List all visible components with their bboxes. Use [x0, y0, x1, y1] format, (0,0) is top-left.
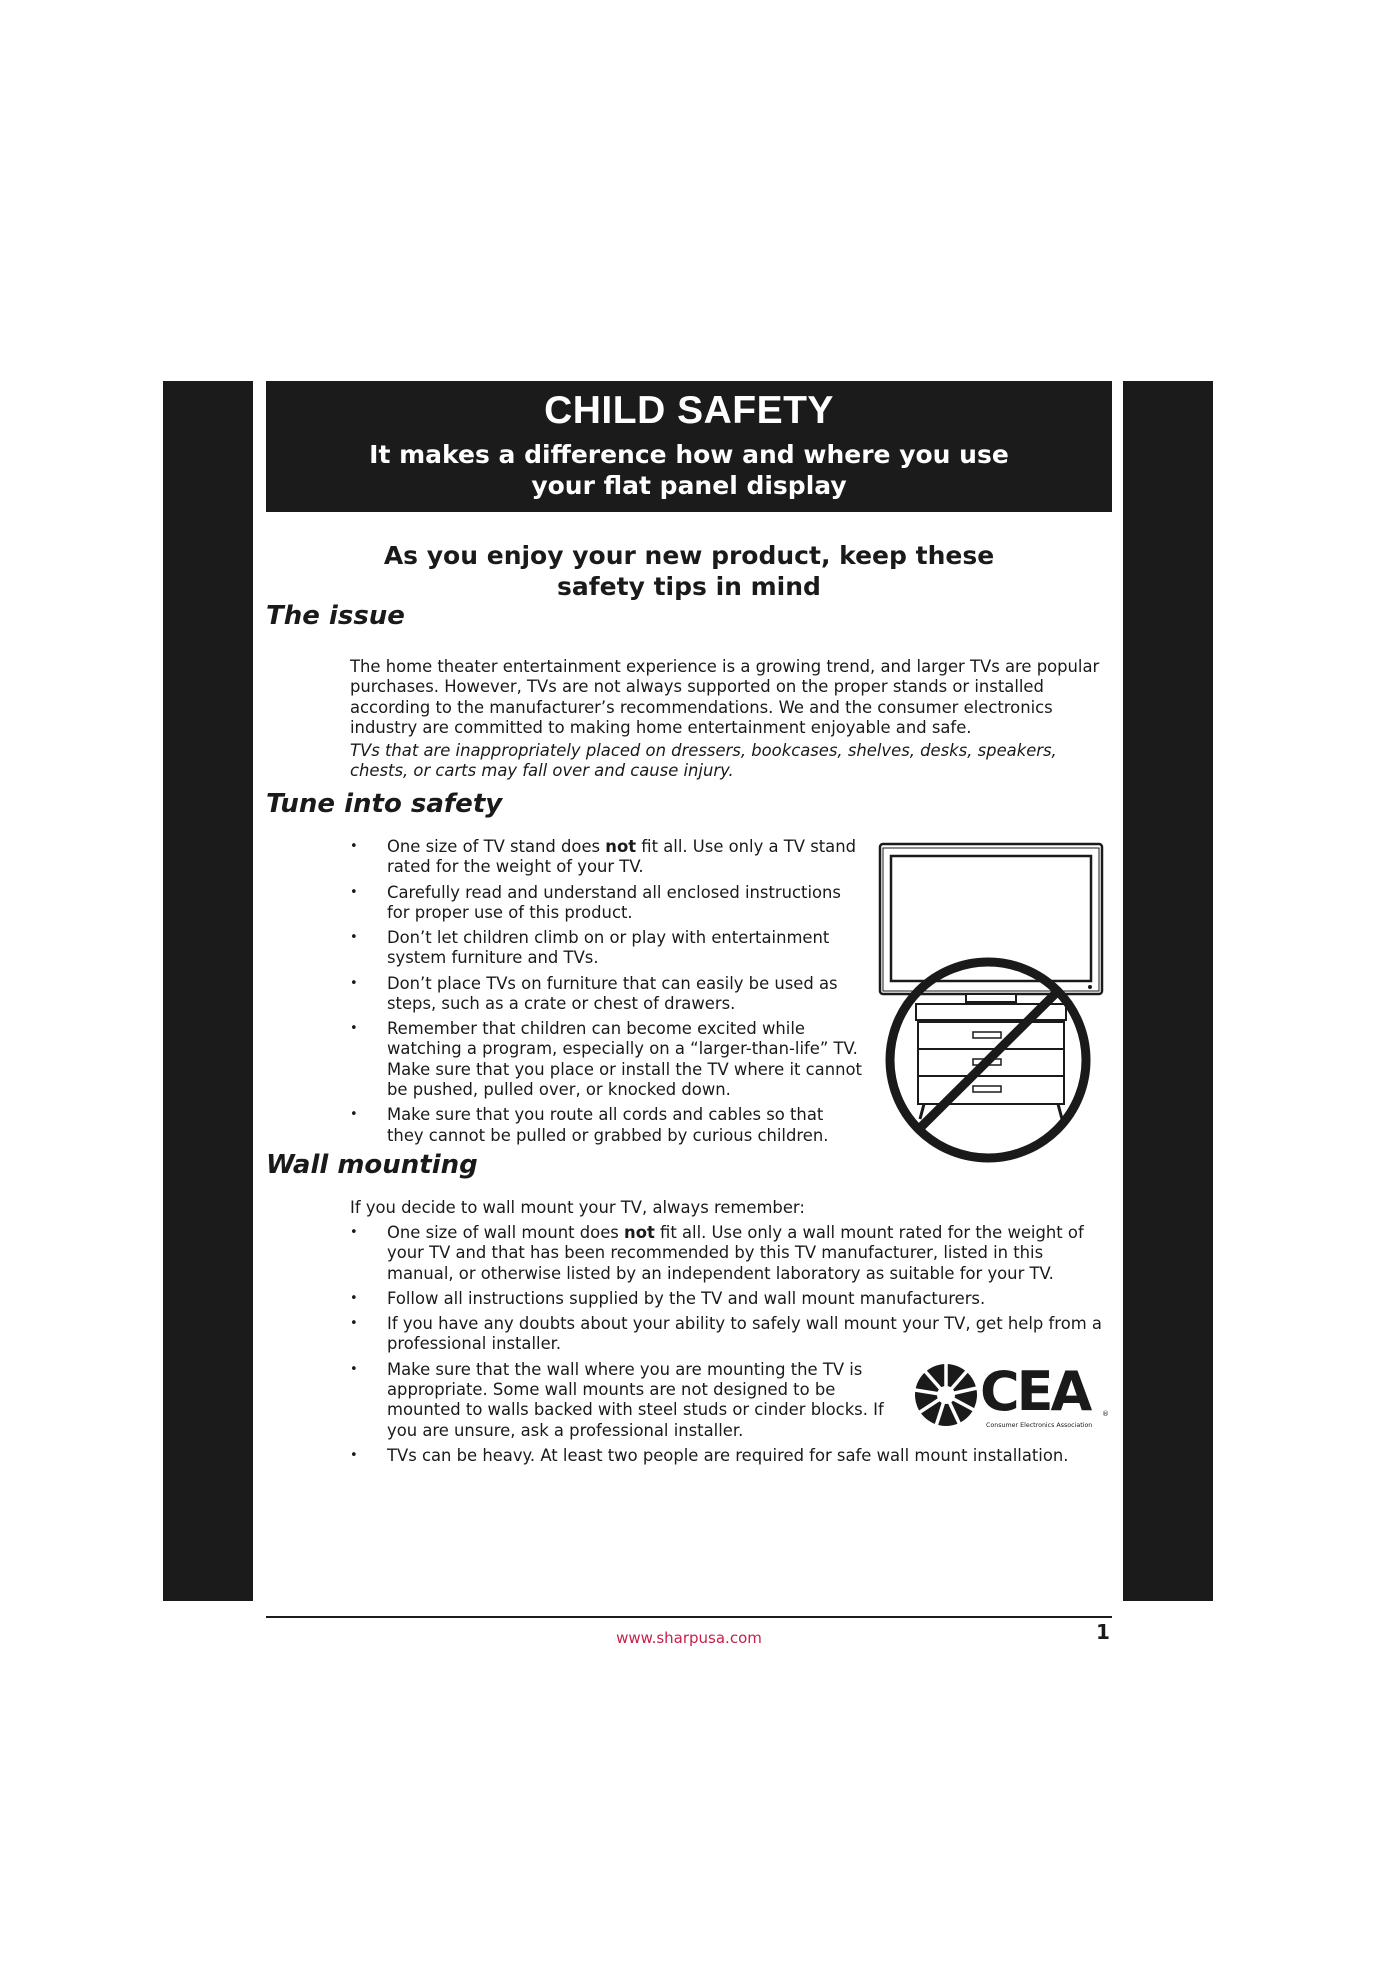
- list-item: • Make sure that you route all cords and cables so that they cannot be pulled or grabbed by curious children.: [350, 1105, 862, 1146]
- list-item: • Don’t let children climb on or play with entertainment system furniture and TVs.: [350, 928, 862, 969]
- page-number: 1: [1096, 1620, 1110, 1644]
- list-item: • Remember that children can become excited while watching a program, especially on a “larger-than-life” TV. Make sure that you place or install the TV where it cannot be pushed, pulled over, or knocked down.: [350, 1019, 862, 1101]
- subtitle-line-1: It makes a difference how and where you use: [369, 440, 1009, 469]
- section-heading-wall-mounting: Wall mounting: [266, 1150, 478, 1180]
- cea-registered-mark: ®: [1102, 1410, 1109, 1418]
- issue-warning: TVs that are inappropriately placed on dressers, bookcases, shelves, desks, speakers, chests, or carts may fall over and cause injury.: [350, 741, 1057, 781]
- footer-divider: [266, 1616, 1112, 1618]
- cea-logo-wordmark: CEA: [980, 1360, 1090, 1423]
- list-item: • Don’t place TVs on furniture that can easily be used as steps, such as a crate or chest of drawers.: [350, 974, 862, 1015]
- page-subtitle: [266, 439, 1112, 501]
- tune-into-safety-list: [350, 837, 862, 1151]
- footer-url-link[interactable]: www.sharpusa.com: [616, 1629, 762, 1647]
- list-item: • Make sure that the wall where you are mounting the TV is appropriate. Some wall mounts are not designed to be mounted to walls backed with steel studs or cinder blocks. If you are unsure, ask a professional installer.: [350, 1360, 899, 1442]
- list-item: • TVs can be heavy. At least two people are required for safe wall mount installation.: [350, 1446, 1106, 1466]
- intro-line-2: safety tips in mind: [557, 572, 821, 601]
- subtitle-line-2: your flat panel display: [531, 471, 847, 500]
- list-item: • Follow all instructions supplied by the TV and wall mount manufacturers.: [350, 1289, 1106, 1309]
- tv-on-dresser-prohibited-illustration: [878, 842, 1104, 1167]
- left-black-margin-bar: [163, 381, 253, 1601]
- list-item: • Carefully read and understand all enclosed instructions for proper use of this product.: [350, 883, 862, 924]
- list-item: • If you have any doubts about your ability to safely wall mount your TV, get help from a professional installer.: [350, 1314, 1106, 1355]
- wall-mounting-intro: If you decide to wall mount your TV, always remember:: [350, 1198, 805, 1217]
- cea-logo-tagline: Consumer Electronics Association: [986, 1422, 1093, 1429]
- cea-starburst-logo: [912, 1360, 978, 1430]
- right-black-margin-bar: [1123, 381, 1213, 1601]
- issue-paragraph: The home theater entertainment experience is a growing trend, and larger TVs are popular purchases. However, TVs are not always supported on the proper stands or installed according to the manufacturer’s recommendations. We and the consumer electronics industry are committed to making home entertainment enjoyable and safe.: [350, 657, 1100, 738]
- page-title: CHILD SAFETY: [544, 389, 834, 432]
- intro-heading: [266, 540, 1112, 602]
- list-item: • One size of TV stand does not fit all. Use only a TV stand rated for the weight of your TV.: [350, 837, 862, 878]
- list-item: • One size of wall mount does not fit all. Use only a wall mount rated for the weight of your TV and that has been recommended by this TV manufacturer, listed in this manual, or otherwise listed by an independent laboratory as suitable for your TV.: [350, 1223, 1106, 1284]
- cea-logo: [912, 1360, 1108, 1436]
- section-heading-the-issue: The issue: [266, 601, 405, 631]
- section-heading-tune-into-safety: Tune into safety: [266, 789, 503, 819]
- intro-line-1: As you enjoy your new product, keep these: [383, 541, 995, 570]
- header-band: [266, 381, 1112, 512]
